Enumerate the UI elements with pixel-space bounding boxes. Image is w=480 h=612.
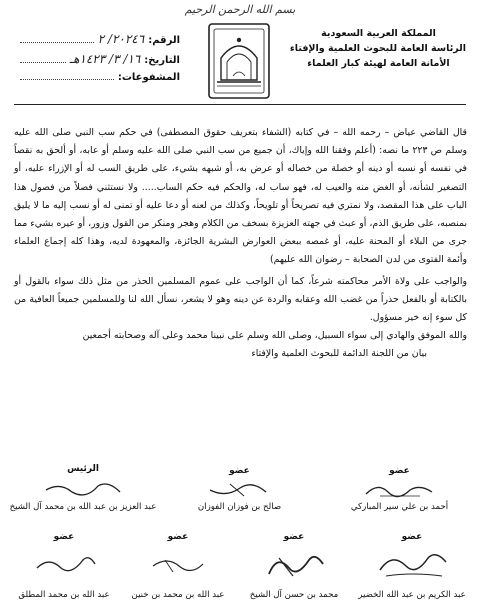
ref-attachments-row (20, 72, 180, 92)
ref-number-dots (20, 42, 94, 43)
signature-member-4 (238, 532, 350, 606)
paragraph-quote: قال القاضي عياض – رحمه الله – في كتابه (الشفاء بتعريف حقوق المصطفى) في حكم سب النبي صلى الله عليه وسلم ص ٢٢٣ ما نصه: (أعلم وفقنا الله وإياك، أن جميع من سب النبي صلى الله عليه وسلم أو عابه، أو ألحق به نقصاً في نفسه أو نسبه أو دينه أو خصلة من خصاله أو عرض به، أو شبهه بشيء، على طريق السب له أو الإزراء عليه، أو التصغير لشأنه، أو الغض منه والعيب له، فهو ساب له، والحكم فيه حكم الساب..... ولا نستثني فصلاً من فصول هذا الباب على هذا المقصد، ولا نمتري فيه تصريحاً أو تلويحاً، وكذلك من لعنه أو دعا عليه أو تمنى له أو نسب إليه ما لا يليق بمنصبه، على طريق الذم، أو عبث في جهته العزيزة بسخف من الكلام وهجر ومنكر من القول وزور، أو عيره بشيء مما جرى من البلاء أو المحنة عليه، أو غمصه ببعض العوارض البشرية الجائزة، والمعهودة لديه، وهذا كله إجماع العلماء وأئمة الفتوى من لدن الصحابة – رضوان الله عليهم) (14, 127, 467, 266)
signature-role: عضو (389, 466, 410, 476)
signature-name: صالح بن فوزان الفوزان (197, 502, 282, 512)
ref-attachments-dots (20, 79, 114, 80)
handwritten-signature-icon (38, 478, 128, 500)
paragraph-closing: والله الموفق والهادي إلى سواء السبيل، وصلى الله وسلم على نبينا محمد وعلى آله وصحابته أجمعين (82, 330, 467, 342)
organization-header (291, 26, 466, 71)
ref-date-dots (20, 62, 66, 63)
signature-member-3 (356, 532, 468, 606)
handwritten-signature-icon (360, 480, 440, 500)
ref-date-value: ١٦/ ٣/ ١٤٢٣هـ (69, 52, 141, 66)
paragraph-statement: بيان من اللجنة الدائمة للبحوث العلمية والإفتاء (251, 348, 427, 360)
ref-date-row (20, 52, 180, 72)
org-line-presidency: الرئاسة العامة للبحوث العلمية والإفتاء (289, 43, 466, 54)
ref-attachments-label: المشفوعات: (117, 72, 180, 83)
signature-role: عضو (283, 532, 305, 542)
ref-number-value: ٢٠٢٤٦/ ٢ (97, 32, 145, 46)
handwritten-signature-icon (259, 546, 329, 582)
handwritten-signature-icon (143, 546, 213, 582)
signature-name: عبد الله بن محمد بن خنين (131, 590, 225, 600)
signature-member-6 (10, 532, 118, 606)
org-line-country: المملكة العربية السعودية (321, 28, 436, 39)
signature-name: محمد بن حسن آل الشيخ (249, 590, 339, 600)
signature-member-5 (122, 532, 234, 606)
signature-member-1 (337, 466, 462, 514)
org-line-secretariat: الأمانة العامة لهيئة كبار العلماء (307, 58, 450, 69)
signature-president (8, 464, 158, 516)
signature-name: أحمد بن علي سير المباركي (350, 502, 449, 512)
handwritten-signature-icon (200, 480, 280, 500)
signature-role: عضو (53, 532, 75, 542)
handwritten-signature-icon (29, 546, 99, 582)
signature-name: عبد الله بن محمد المطلق (18, 590, 110, 600)
reference-block (20, 32, 180, 92)
header-divider (14, 104, 466, 105)
paragraph-obligation: والواجب على ولاة الأمر محاكمته شرعاً، كما أن الواجب على عموم المسلمين الحذر من مثل ذلك سواء بالقول أو بالكتابة أو بالفعل حذراً من غضب الله وعقابه والردة عن دينه وهو لا يشعر، نسأل الله لنا وللمسلمين جميعاً العافية من كل سوء إنه خير مسؤول. (14, 275, 467, 324)
emblem-icon (203, 20, 275, 102)
basmala-calligraphy: بسم الله الرحمن الرحيم (184, 3, 296, 16)
signature-role: عضو (401, 532, 423, 542)
signature-role: الرئيس (67, 464, 99, 474)
ref-number-row (20, 32, 180, 52)
ref-date-label: التاريخ: (144, 55, 180, 66)
signature-member-2 (177, 466, 302, 514)
ref-number-label: الرقم: (148, 35, 180, 46)
handwritten-signature-icon (372, 546, 452, 582)
signature-role: عضو (167, 532, 189, 542)
signature-role: عضو (229, 466, 250, 476)
signature-name: عبد الكريم بن عبد الله الخضير (358, 590, 466, 600)
signature-name: عبد العزيز بن عبد الله بن محمد آل الشيخ (9, 502, 157, 512)
letter-body (14, 124, 467, 364)
